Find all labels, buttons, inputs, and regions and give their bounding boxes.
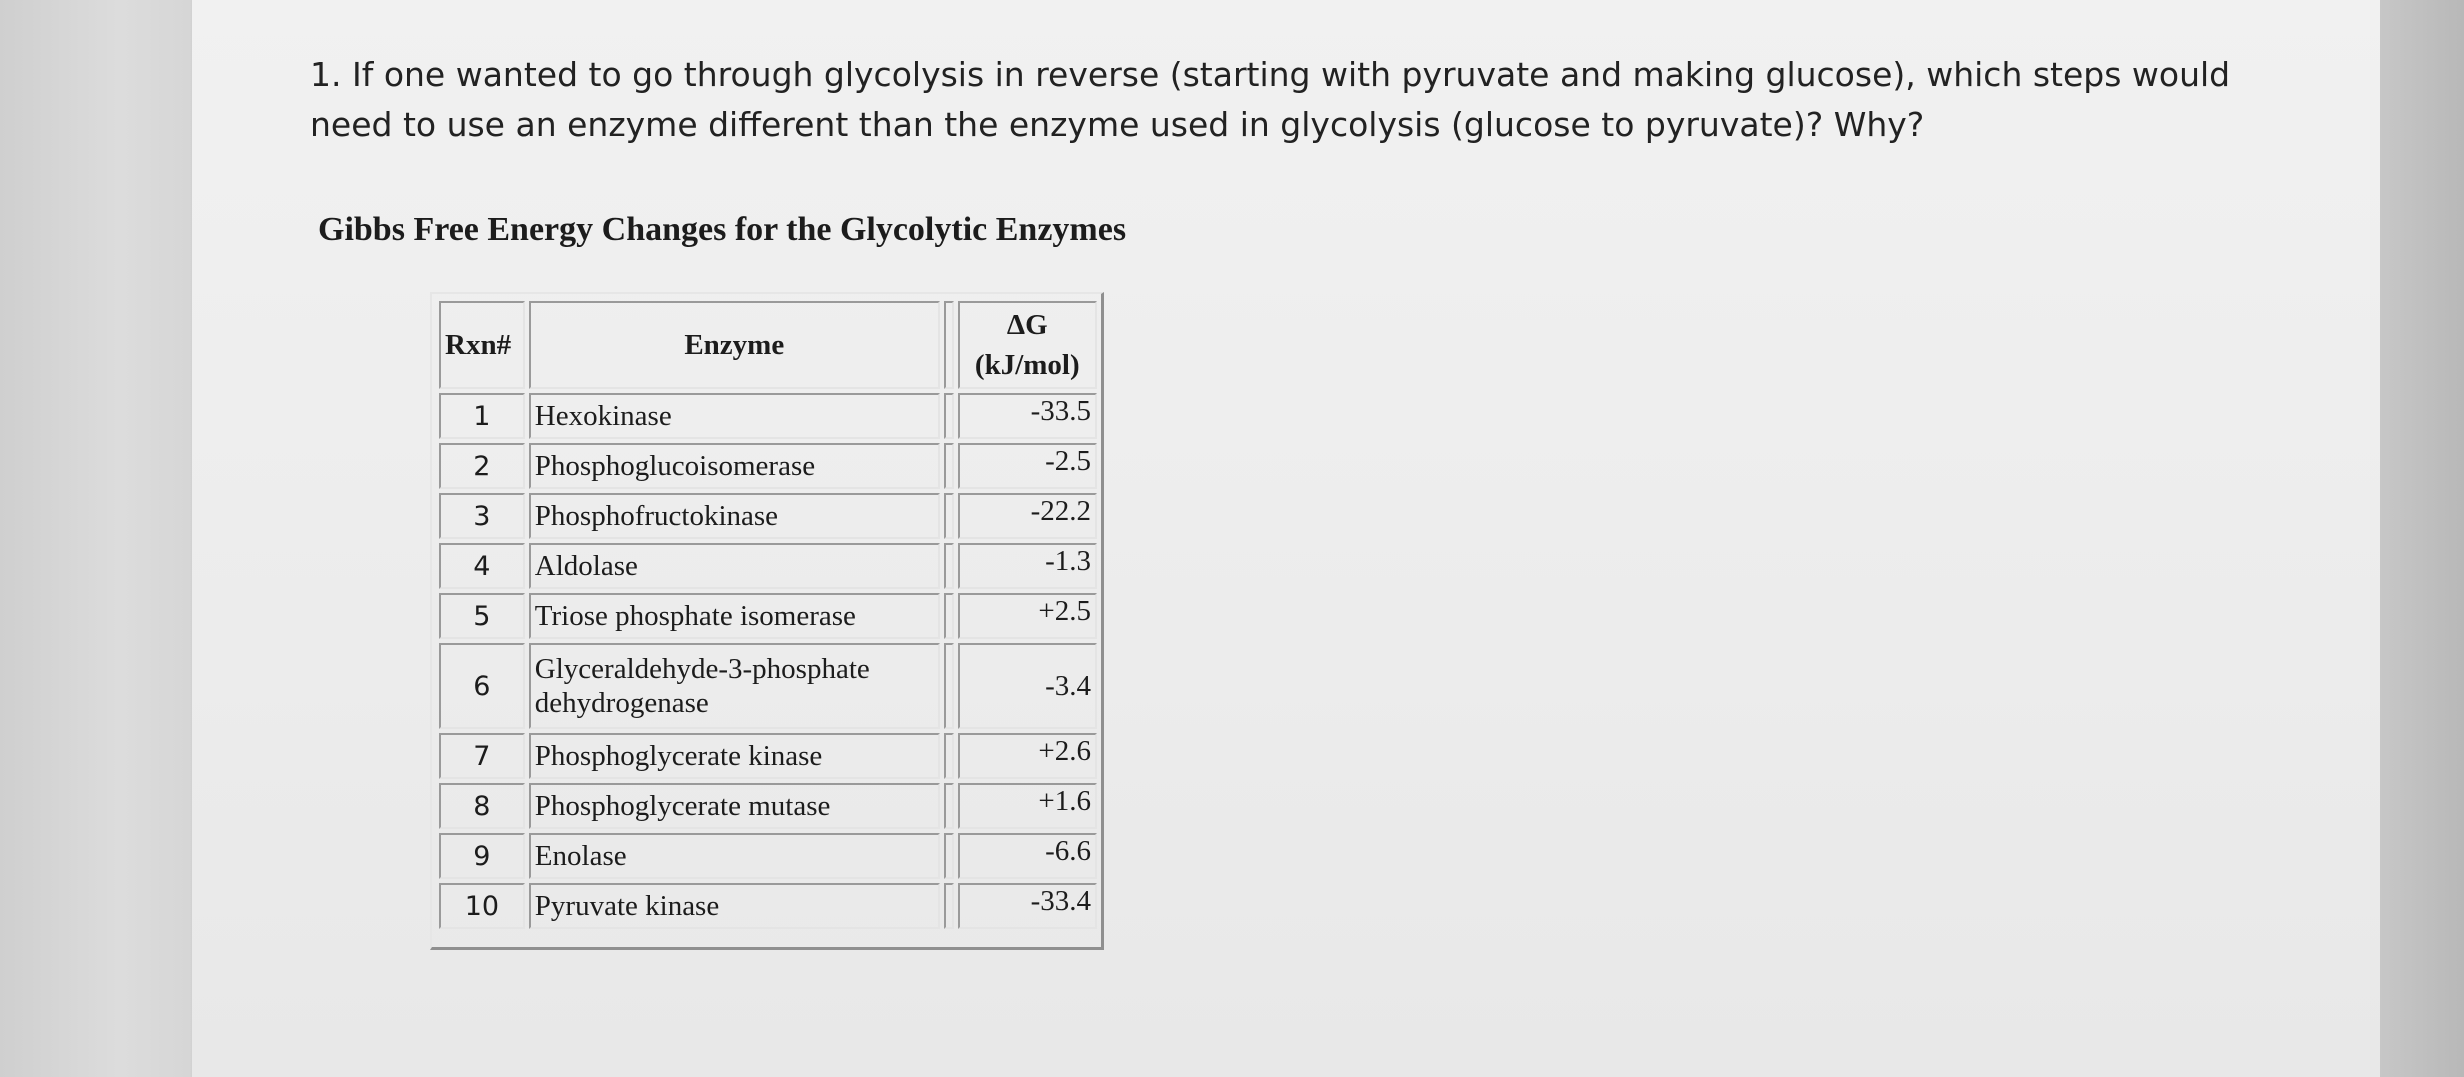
cell-spacer [944,833,954,879]
cell-spacer [944,733,954,779]
enzyme-name: Pyruvate kinase [529,883,940,929]
rxn-number: 3 [439,493,525,539]
enzyme-name: Phosphoglycerate mutase [529,783,940,829]
question-text: 1. If one wanted to go through glycolysis in reverse (starting with pyruvate and making glucose), which steps would need to use an enzyme different than the enzyme used in glycolysis (glucose to pyruvate)? Why? [310,55,2231,144]
screen-edge [2380,0,2464,1077]
cell-spacer [944,593,954,639]
delta-g-value: -2.5 [958,443,1097,489]
table-row [439,643,1097,729]
table-row [439,443,1097,489]
cell-spacer [944,783,954,829]
table-row [439,493,1097,539]
delta-g-value: -22.2 [958,493,1097,539]
rxn-number: 10 [439,883,525,929]
delta-g-value: -33.5 [958,393,1097,439]
table-row [439,833,1097,879]
rxn-number: 1 [439,393,525,439]
delta-g-value: +2.5 [958,593,1097,639]
rxn-number: 9 [439,833,525,879]
delta-g-value: -33.4 [958,883,1097,929]
delta-g-value: +2.6 [958,733,1097,779]
table-row [439,883,1097,929]
cell-spacer [944,443,954,489]
header-delta-g-symbol: ΔG [1006,309,1048,341]
header-enzyme: Enzyme [529,301,940,389]
enzyme-name: Phosphoglycerate kinase [529,733,940,779]
cell-spacer [944,883,954,929]
cell-spacer [944,643,954,729]
table-header-row [439,301,1097,389]
cell-spacer [944,493,954,539]
enzyme-name: Phosphofructokinase [529,493,940,539]
enzyme-name: Glyceraldehyde-3-phosphate dehydrogenase [529,643,940,729]
table-row [439,733,1097,779]
enzyme-name: Aldolase [529,543,940,589]
delta-g-value: -3.4 [958,643,1097,729]
cell-spacer [944,393,954,439]
header-spacer [944,301,954,389]
rxn-number: 5 [439,593,525,639]
enzyme-name: Enolase [529,833,940,879]
energy-table-frame [430,292,1104,950]
enzyme-name: Triose phosphate isomerase [529,593,940,639]
table-row [439,783,1097,829]
header-delta-g-unit: (kJ/mol) [974,349,1080,381]
header-rxn: Rxn# [439,301,525,389]
enzyme-name: Hexokinase [529,393,940,439]
rxn-number: 7 [439,733,525,779]
enzyme-name: Phosphoglucoisomerase [529,443,940,489]
energy-table [435,297,1101,933]
delta-g-value: +1.6 [958,783,1097,829]
rxn-number: 4 [439,543,525,589]
delta-g-value: -6.6 [958,833,1097,879]
table-row [439,543,1097,589]
rxn-number: 8 [439,783,525,829]
rxn-number: 2 [439,443,525,489]
cell-spacer [944,543,954,589]
header-delta-g [958,301,1097,389]
rxn-number: 6 [439,643,525,729]
table-row [439,593,1097,639]
table-row [439,393,1097,439]
delta-g-value: -1.3 [958,543,1097,589]
table-title: Gibbs Free Energy Changes for the Glycolytic Enzymes [318,211,1127,248]
